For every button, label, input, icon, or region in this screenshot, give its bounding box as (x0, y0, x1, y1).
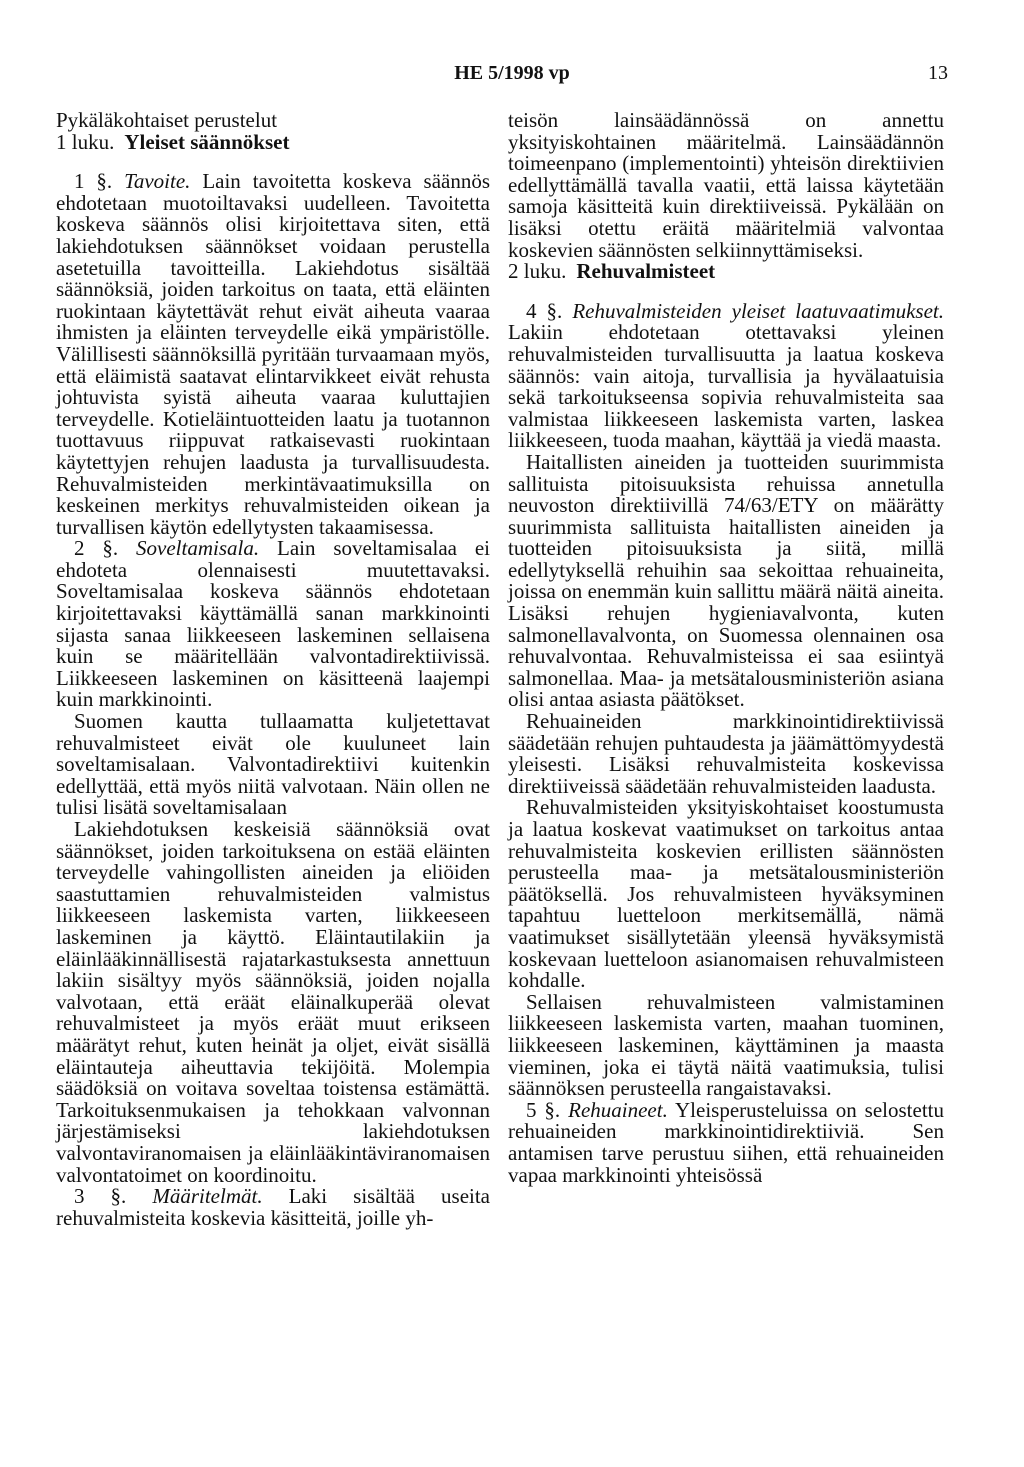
section-1-number: 1 §. (74, 169, 113, 194)
paragraph-haitallisten: Haitallisten aineiden ja tuotteiden suurimmista sallituista pitoisuuksista rehuissa annetulla neuvoston direktiivillä 74/63/ETY on määrätty suurimmista sallituista haitallisten aineiden ja tuotteiden pitoisuuksista ja siitä, millä edellytyksellä rehuihin saa sekoittaa rehuaineita, joissa on enemmän kuin sallittu määrä näitä aineita. Lisäksi rehujen hygieniavalvonta, kuten salmonellavalvonta, on Suomessa olennainen osa rehuvalvontaa. Rehuvalmisteissa ei saa esiintyä salmonellaa. Maa- ja metsätalousministeriön asiana olisi antaa asiasta päätökset. (508, 449, 944, 712)
chapter-2-heading (508, 261, 944, 283)
section-1-title: Tavoite. (124, 169, 191, 194)
section-5-paragraph (508, 1097, 944, 1187)
section-2-number: 2 §. (74, 536, 119, 561)
section-3-text: Laki sisältää useita rehuvalmisteita koskevia käsitteitä, joille yh- (56, 1184, 491, 1230)
section-1-text: Lain tavoitetta koskeva säännös ehdotetaan muotoiltavaksi uudelleen. Tavoitetta koskeva säännös olisi kirjoitettava siten, että lakiehdotuksen säännökset voidaan perustella asetetuilla tavoitteilla. Lakiehdotus sisältää säännöksiä, joiden tarkoitus on taata, että eläinten ruokintaan käytettävät rehut eivät aiheuta vaaraa ihmisten ja eläinten terveydelle eikä ympäristölle. Välillisesti säännöksillä pyritään turvaamaan myös, että eläimistä saatavat elintarvikkeet eivät rehusta johtuvista syistä aiheuta vaaraa kuluttajien terveydelle. Kotieläintuotteiden laatu ja tuotannon tuottavuus riippuvat ratkaisevasti ruokintaan käytettyjen rehujen laadusta ja turvallisuudesta. Rehuvalmisteiden merkintävaatimuksilla on keskeinen merkitys rehuvalmisteiden oikean ja turvallisen käytön edellytysten takaamisessa. (56, 169, 491, 539)
left-column (56, 110, 490, 1229)
chapter-2-title: Rehuvalmisteet (576, 259, 716, 284)
page-number: 13 (928, 62, 948, 84)
right-column (508, 110, 944, 1186)
section-3-number: 3 §. (74, 1184, 127, 1209)
section-2-paragraph (56, 538, 490, 711)
section-4-paragraph (508, 298, 945, 453)
section-3-title: Määritelmät. (152, 1184, 263, 1209)
document-id: HE 5/1998 vp (454, 62, 570, 84)
section-3-paragraph (56, 1186, 490, 1229)
section-2-title: Soveltamisala. (136, 536, 260, 561)
paragraph-sellaisen: Sellaisen rehuvalmisteen valmistaminen liikkeeseen laskemista varten, maahan tuominen, liikkeeseen laskeminen, käyttäminen ja maasta vieminen, joka ei täytä näitä vaatimuksia, tulisi säännöksen perusteella rangaistavaksi. (508, 989, 944, 1101)
section-4-number: 4 §. (526, 298, 563, 323)
section-5-title: Rehuaineet. (568, 1097, 668, 1122)
paragraph-rehuaineiden: Rehuaineiden markkinointidirektiivissä säädetään rehujen puhtaudesta ja jäämättömyydestä yleisesti. Lisäksi rehuvalmisteita koskevissa direktiiveissä säädetään rehuvalmisteiden laadusta. (508, 709, 944, 798)
chapter-1-title: Yleiset säännökset (124, 129, 290, 154)
chapter-1-heading (56, 129, 490, 154)
section-5-number: 5 §. (526, 1097, 561, 1122)
chapter-1-number: 1 luku. (56, 129, 115, 154)
section-4-title: Rehuvalmisteiden yleiset laatuvaatimukset. (572, 298, 945, 323)
section-1-paragraph (56, 171, 490, 538)
paragraph-continuation: teisön lainsäädännössä on annettu yksityiskohtainen määritelmä. Lainsäädännön toimeenpano (implementointi) yhteisön direktiivien edellyttämällä tavalla vaatii, että laissa käytetään samoja käsitteitä kuin direktiiveissä. Pykälään on lisäksi otettu eräitä määritelmiä valvontaa koskevien säännösten selkiinnyttämiseksi. (508, 108, 944, 262)
section-5-text: Yleisperusteluissa on selostettu rehuaineiden markkinointidirektiiviä. Sen antamisen tarve perustuu siihen, että rehuaineiden vapaa markkinointi yhteisössä (508, 1097, 944, 1187)
paragraph-lakiehdotuksen: Lakiehdotuksen keskeisiä säännöksiä ovat säännökset, joiden tarkoituksena on estää eläinten terveydelle vahingollisten aineiden ja eliöiden saastuttamien rehuvalmisteiden valmistus liikkeeseen laskemista varten, liikkeeseen laskeminen ja käyttö. Eläintautilakiin ja eläinlääkinnällisestä rajatarkastuksesta annettuun lakiin sisältyy myös säännöksiä, joiden nojalla valvotaan, että eräät eläinalkuperää olevat rehuvalmisteet ja myös eräät muut erikseen määrätyt rehut, kuten heinät ja oljet, eivät sisällä eläintauteja aiheuttavia tekijöitä. Molempia säädöksiä on voitava soveltaa toistensa estämättä. Tarkoituksenmukaisen ja tehokkaan valvonnan järjestämiseksi lakiehdotuksen valvontaviranomaisen ja eläinlääkintäviranomaisen valvontatoimet on koordinoitu. (56, 817, 490, 1187)
page-header (0, 62, 1024, 92)
paragraph-suomen-kautta: Suomen kautta tullaamatta kuljetettavat rehuvalmisteet eivät ole kuuluneet lain soveltamisalaan. Valvontadirektiivi kuitenkin edellyttää, että myös niitä valvotaan. Näin ollen ne tulisi lisätä soveltamisalaan (56, 709, 490, 820)
section-2-text: Lain soveltamisalaa ei ehdoteta olennaisesti muutettavaksi. Soveltamisalaa koskeva säännös ehdotetaan kirjoitettavaksi käyttämällä sanan markkinointi sijasta sanaa liikkeeseen laskeminen sellaisena kuin se määritellään valvontadirektiivissä. Liikkeeseen laskeminen on käsitteenä laajempi kuin markkinointi. (56, 536, 491, 712)
section-4-text: Lakiin ehdotetaan otettavaksi yleinen rehuvalmisteiden turvallisuutta ja laatua koskeva säännös: vain aitoja, turvallisia ja hyvälaatuisia sekä tarkoitukseensa sopivia rehuvalmisteita saa valmistaa liikkeeseen laskemista varten, laskea liikkeeseen, tuoda maahan, käyttää ja viedä maasta. (508, 320, 944, 453)
paragraph-yksityiskohtaiset: Rehuvalmisteiden yksityiskohtaiset koostumusta ja laatua koskevat vaatimukset on tarkoitus antaa rehuvalmisteita koskevien erillisten säännösten perusteella maa- ja metsätalousministeriön päätöksellä. Jos rehuvalmisteen hyväksyminen tapahtuu luetteloon merkitsemällä, nämä vaatimukset sisällytetään yleensä hyväksymistä koskevaan luetteloon asianomaisen rehuvalmisteen kohdalle. (508, 795, 944, 993)
document-section-heading: Pykäläkohtaiset perustelut (56, 108, 278, 132)
chapter-2-number: 2 luku. (508, 259, 567, 284)
